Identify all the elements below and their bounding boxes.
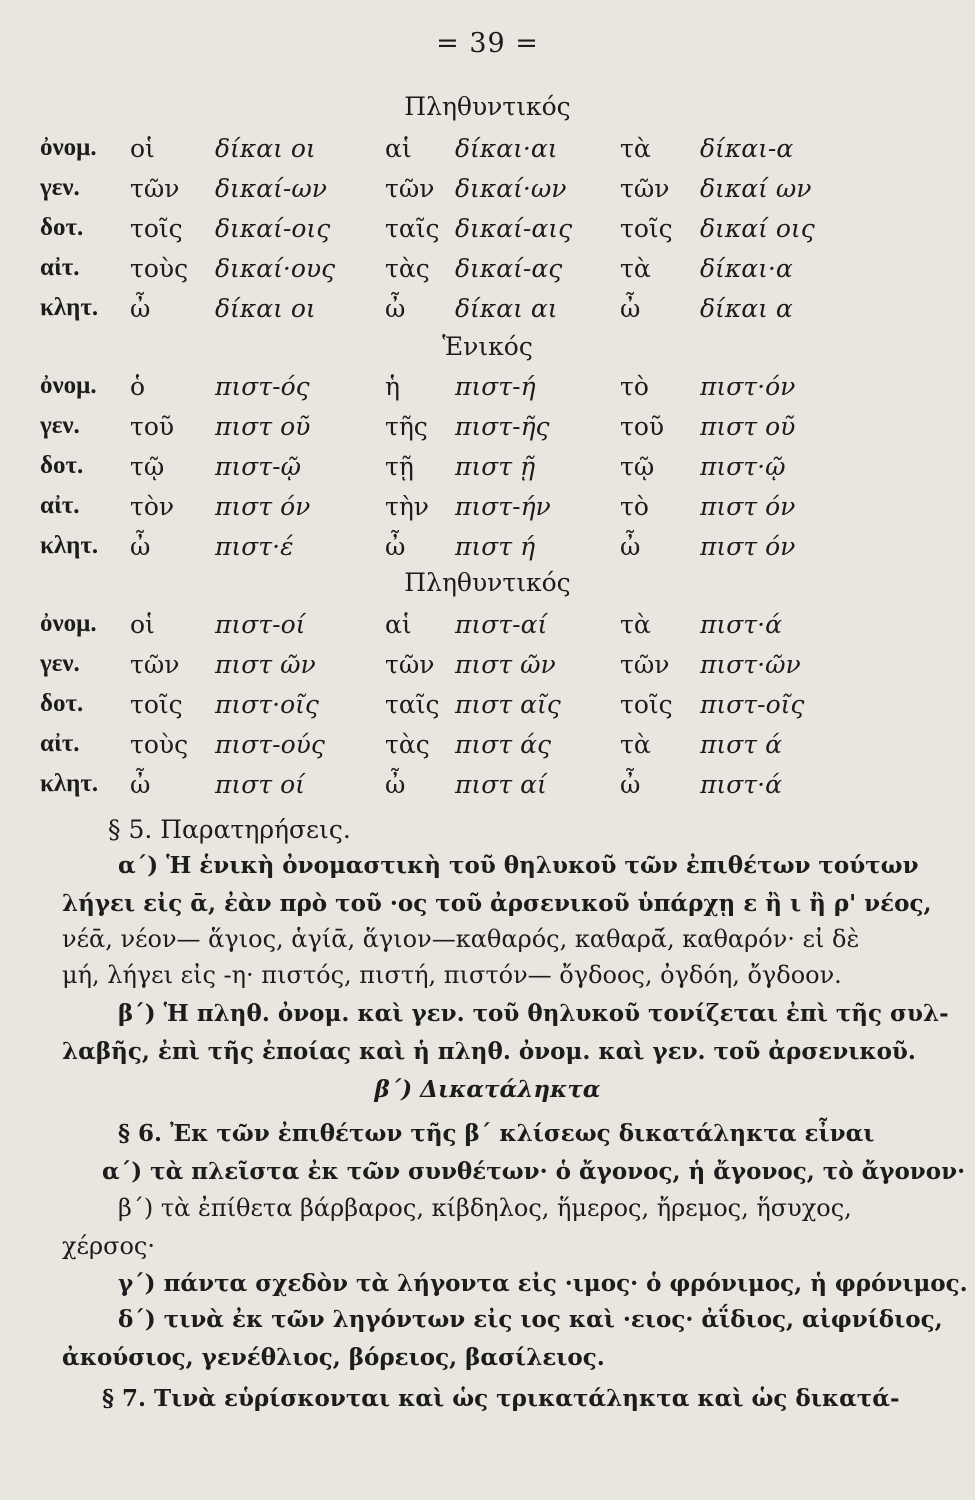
article: τῶν: [385, 174, 435, 203]
adjective-form: δικαί·ους: [215, 254, 336, 283]
article: τοῦ: [130, 412, 175, 441]
adjective-form: πιστ-οί: [215, 610, 306, 639]
remark-a-line-1: α΄) Ἡ ἑνικὴ ὀνομαστικὴ τοῦ θηλυκοῦ τῶν ἐπιθέτων τούτων: [118, 852, 919, 879]
adjective-form: πιστ όν: [700, 492, 796, 521]
subheading-dikatalikta: β΄) Δικατάληκτα: [374, 1076, 601, 1103]
case-label: ὀνομ.: [40, 372, 97, 399]
article: τῆς: [385, 412, 428, 441]
case-label: δοτ.: [40, 690, 84, 717]
adjective-form: πιστ οῦ: [215, 412, 311, 441]
article: τοῖς: [620, 690, 673, 719]
adjective-form: πιστ-ῷ: [215, 452, 301, 481]
section-title-plural-2: Πληθυντικός: [404, 568, 571, 597]
article: ὦ: [620, 770, 641, 799]
adjective-form: δικαί-ας: [455, 254, 563, 283]
adjective-form: πιστ άς: [455, 730, 551, 759]
case-label: αἰτ.: [40, 492, 80, 519]
article: οἱ: [130, 134, 155, 163]
adjective-form: πιστ·έ: [215, 532, 294, 561]
article: ὦ: [385, 770, 406, 799]
article: τοῦ: [620, 412, 665, 441]
table-row: [0, 452, 975, 492]
section-title-singular: Ἑνικός: [442, 332, 533, 361]
article: τῶν: [620, 650, 670, 679]
adjective-form: πιστ-ῆς: [455, 412, 550, 441]
adjective-form: πιστ ῶν: [215, 650, 316, 679]
article: ὦ: [130, 770, 151, 799]
table-row: [0, 134, 975, 174]
case-label: αἰτ.: [40, 254, 80, 281]
article: ταῖς: [385, 690, 440, 719]
article: τὰ: [620, 610, 651, 639]
article: τὰς: [385, 254, 430, 283]
article: ὦ: [130, 294, 151, 323]
table-row: [0, 372, 975, 412]
article: οἱ: [130, 610, 155, 639]
adjective-form: πιστ όν: [215, 492, 311, 521]
case-label: δοτ.: [40, 452, 84, 479]
article: ὦ: [620, 294, 641, 323]
article: ὦ: [130, 532, 151, 561]
article: ὦ: [620, 532, 641, 561]
case-label: κλητ.: [40, 532, 99, 559]
table-row: [0, 492, 975, 532]
adjective-form: δικαί-οις: [215, 214, 331, 243]
case-label: δοτ.: [40, 214, 84, 241]
remark-a-line-3: νέᾱ, νέον— ἅγιος, ἁγίᾱ, ἅγιον—καθαρός, καθαρᾱ́, καθαρόν· εἰ δὲ: [62, 925, 860, 953]
adjective-form: δικαί οις: [700, 214, 815, 243]
case-label: γεν.: [40, 174, 80, 201]
article: τὰ: [620, 730, 651, 759]
case-label: κλητ.: [40, 294, 99, 321]
article: τὸν: [130, 492, 175, 521]
table-row: [0, 650, 975, 690]
article: ἡ: [385, 372, 400, 401]
section-6-c: γ΄) πάντα σχεδὸν τὰ λήγοντα εἰς ·ιμος· ὁ φρόνιμος, ἡ φρόνιμος.: [118, 1270, 968, 1297]
article: τοὺς: [130, 254, 189, 283]
adjective-form: δίκαι·α: [700, 254, 793, 283]
case-label: κλητ.: [40, 770, 99, 797]
adjective-form: δικαί·ων: [455, 174, 567, 203]
adjective-form: πιστ-οῖς: [700, 690, 805, 719]
article: τῷ: [620, 452, 655, 481]
article: τὸ: [620, 372, 649, 401]
case-label: ὀνομ.: [40, 610, 97, 637]
article: τοῖς: [620, 214, 673, 243]
remark-b-line-1: β΄) Ἡ πληθ. ὀνομ. καὶ γεν. τοῦ θηλυκοῦ τονίζεται ἐπὶ τῆς συλ-: [118, 1000, 949, 1027]
adjective-form: πιστ ή: [455, 532, 536, 561]
adjective-form: δίκαι αι: [455, 294, 558, 323]
table-row: [0, 770, 975, 810]
article: ὁ: [130, 372, 146, 401]
case-label: γεν.: [40, 412, 80, 439]
article: τῶν: [130, 174, 180, 203]
article: αἱ: [385, 610, 412, 639]
adjective-form: πιστ-ός: [215, 372, 310, 401]
adjective-form: πιστ αί: [455, 770, 547, 799]
article: ταῖς: [385, 214, 440, 243]
table-row: [0, 610, 975, 650]
section-6-line-1: § 6. Ἐκ τῶν ἐπιθέτων τῆς β΄ κλίσεως δικατάληκτα εἶναι: [118, 1120, 875, 1147]
adjective-form: πιστ αῖς: [455, 690, 561, 719]
article: αἱ: [385, 134, 412, 163]
adjective-form: πιστ-αί: [455, 610, 548, 639]
adjective-form: δίκαι·αι: [455, 134, 558, 163]
table-row: [0, 730, 975, 770]
adjective-form: δίκαι-α: [700, 134, 794, 163]
section-6-a: α΄) τὰ πλεῖστα ἐκ τῶν συνθέτων· ὁ ἄγονος, ἡ ἄγονος, τὸ ἄγονον·: [102, 1158, 966, 1185]
adjective-form: πιστ ῇ: [455, 452, 536, 481]
article: τῷ: [130, 452, 165, 481]
section-title-plural-1: Πληθυντικός: [404, 92, 571, 121]
article: τὰ: [620, 254, 651, 283]
table-row: [0, 532, 975, 572]
article: τὰς: [385, 730, 430, 759]
adjective-form: πιστ·ά: [700, 770, 782, 799]
article: ὦ: [385, 294, 406, 323]
section-6-b-line-1: β΄) τὰ ἐπίθετα βάρβαρος, κίβδηλος, ἥμερος, ἤρεμος, ἥσυχος,: [118, 1194, 852, 1222]
adjective-form: πιστ-ή: [455, 372, 536, 401]
adjective-form: δίκαι οι: [215, 294, 316, 323]
adjective-form: πιστ οῦ: [700, 412, 796, 441]
article: τὸ: [620, 492, 649, 521]
table-row: [0, 254, 975, 294]
section-6-b-line-2: χέρσος·: [62, 1232, 155, 1260]
remark-a-line-4: μή, λήγει εἰς -η· πιστός, πιστή, πιστόν— ὄγδοος, ὀγδόη, ὄγδοον.: [62, 961, 842, 989]
section-7-line-1: § 7. Τινὰ εὑρίσκονται καὶ ὡς τρικατάληκτα καὶ ὡς δικατά-: [102, 1385, 900, 1412]
case-label: αἰτ.: [40, 730, 80, 757]
table-row: [0, 412, 975, 452]
adjective-form: πιστ ῶν: [455, 650, 556, 679]
table-row: [0, 174, 975, 214]
article: ὦ: [385, 532, 406, 561]
article: τῶν: [385, 650, 435, 679]
remark-a-line-2: λήγει εἰς ᾱ, ἐὰν πρὸ τοῦ ·ος τοῦ ἀρσενικοῦ ὑπάρχῃ ε ἢ ι ἢ ρ' νέος,: [62, 890, 932, 917]
adjective-form: δικαί-ων: [215, 174, 327, 203]
adjective-form: πιστ·ῷ: [700, 452, 786, 481]
remark-b-line-2: λαβῆς, ἐπὶ τῆς ἐποίας καὶ ἡ πληθ. ὀνομ. καὶ γεν. τοῦ ἀρσενικοῦ.: [62, 1038, 916, 1065]
article: τὰ: [620, 134, 651, 163]
adjective-form: δίκαι οι: [215, 134, 316, 163]
article: τὴν: [385, 492, 430, 521]
adjective-form: πιστ·ά: [700, 610, 782, 639]
table-row: [0, 214, 975, 254]
adjective-form: πιστ·οῖς: [215, 690, 319, 719]
article: τῇ: [385, 452, 414, 481]
adjective-form: πιστ-ήν: [455, 492, 551, 521]
section-6-d-line-1: δ΄) τινὰ ἐκ τῶν ληγόντων εἰς ιος καὶ ·ειος· ἀΐδιος, αἰφνίδιος,: [118, 1306, 943, 1333]
case-label: γεν.: [40, 650, 80, 677]
adjective-form: πιστ·ῶν: [700, 650, 801, 679]
table-row: [0, 690, 975, 730]
article: τοῖς: [130, 690, 183, 719]
article: τῶν: [620, 174, 670, 203]
article: τοὺς: [130, 730, 189, 759]
article: τῶν: [130, 650, 180, 679]
section-6-d-line-2: ἀκούσιος, γενέθλιος, βόρειος, βασίλειος.: [62, 1344, 605, 1371]
adjective-form: πιστ·όν: [700, 372, 796, 401]
table-row: [0, 294, 975, 334]
adjective-form: πιστ οί: [215, 770, 305, 799]
adjective-form: δίκαι α: [700, 294, 793, 323]
case-label: ὀνομ.: [40, 134, 97, 161]
adjective-form: δικαί ων: [700, 174, 812, 203]
adjective-form: πιστ όν: [700, 532, 796, 561]
adjective-form: πιστ ά: [700, 730, 782, 759]
adjective-form: δικαί-αις: [455, 214, 573, 243]
adjective-form: πιστ-ούς: [215, 730, 325, 759]
section-5-heading: § 5. Παρατηρήσεις.: [108, 815, 351, 844]
article: τοῖς: [130, 214, 183, 243]
page-number: = 39 =: [436, 28, 539, 59]
